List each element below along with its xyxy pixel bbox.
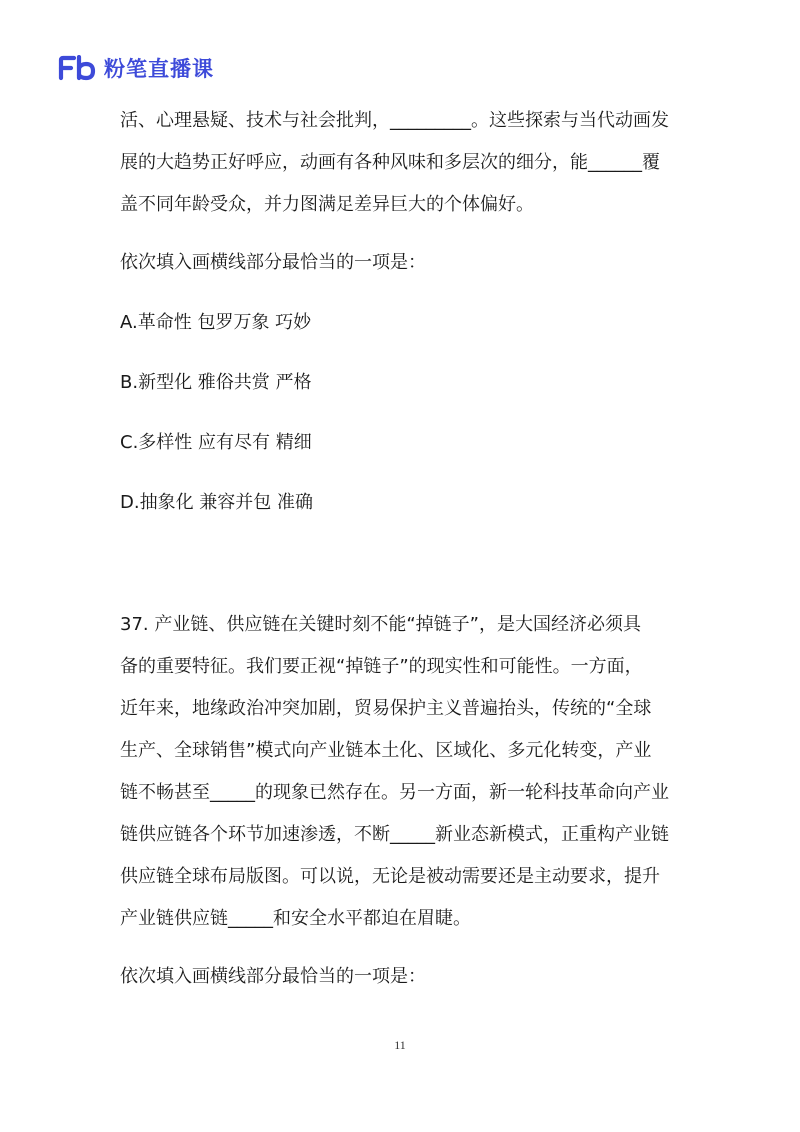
page-number: 11 <box>394 1038 406 1052</box>
q36-text-line: 展的大趋势正好呼应，动画有各种风味和多层次的细分，能______覆 <box>120 152 660 173</box>
q37-text-line: 备的重要特征。我们要正视“掉链子”的现实性和可能性。一方面， <box>120 656 643 677</box>
page-content <box>120 100 700 998</box>
q36-option-b: B.新型化 雅俗共赏 严格 <box>120 372 312 393</box>
fb-logo-icon <box>58 55 98 81</box>
q36-option-a: A.革命性 包罗万象 巧妙 <box>120 312 312 333</box>
q37-text-line: 近年来，地缘政治冲突加剧，贸易保护主义普遍抬头，传统的“全球 <box>120 698 652 719</box>
q37-text-line: 供应链全球布局版图。可以说，无论是被动需要还是主动要求，提升 <box>120 866 660 887</box>
q36-text-line: 盖不同年龄受众，并力图满足差异巨大的个体偏好。 <box>120 194 534 215</box>
q36-option-c: C.多样性 应有尽有 精细 <box>120 432 312 453</box>
q37-text-line: 37. 产业链、供应链在关键时刻不能“掉链子”，是大国经济必须具 <box>120 614 641 635</box>
q36-prompt: 依次填入画横线部分最恰当的一项是： <box>120 252 426 273</box>
q37-text-line: 产业链供应链_____和安全水平都迫在眉睫。 <box>120 908 471 929</box>
q37-text-line: 生产、全球销售”模式向产业链本土化、区域化、多元化转变，产业 <box>120 740 652 761</box>
q37-prompt: 依次填入画横线部分最恰当的一项是： <box>120 966 426 987</box>
q37-text-line: 链不畅甚至_____的现象已然存在。另一方面，新一轮科技革命向产业 <box>120 782 669 803</box>
q37-text-line: 链供应链各个环节加速渗透，不断_____新业态新模式，正重构产业链 <box>120 824 669 845</box>
header <box>58 54 214 82</box>
q36-text-line: 活、心理悬疑、技术与社会批判，_________。这些探索与当代动画发 <box>120 110 669 131</box>
brand-name: 粉笔直播课 <box>104 57 214 81</box>
q36-option-d: D.抽象化 兼容并包 准确 <box>120 492 314 513</box>
